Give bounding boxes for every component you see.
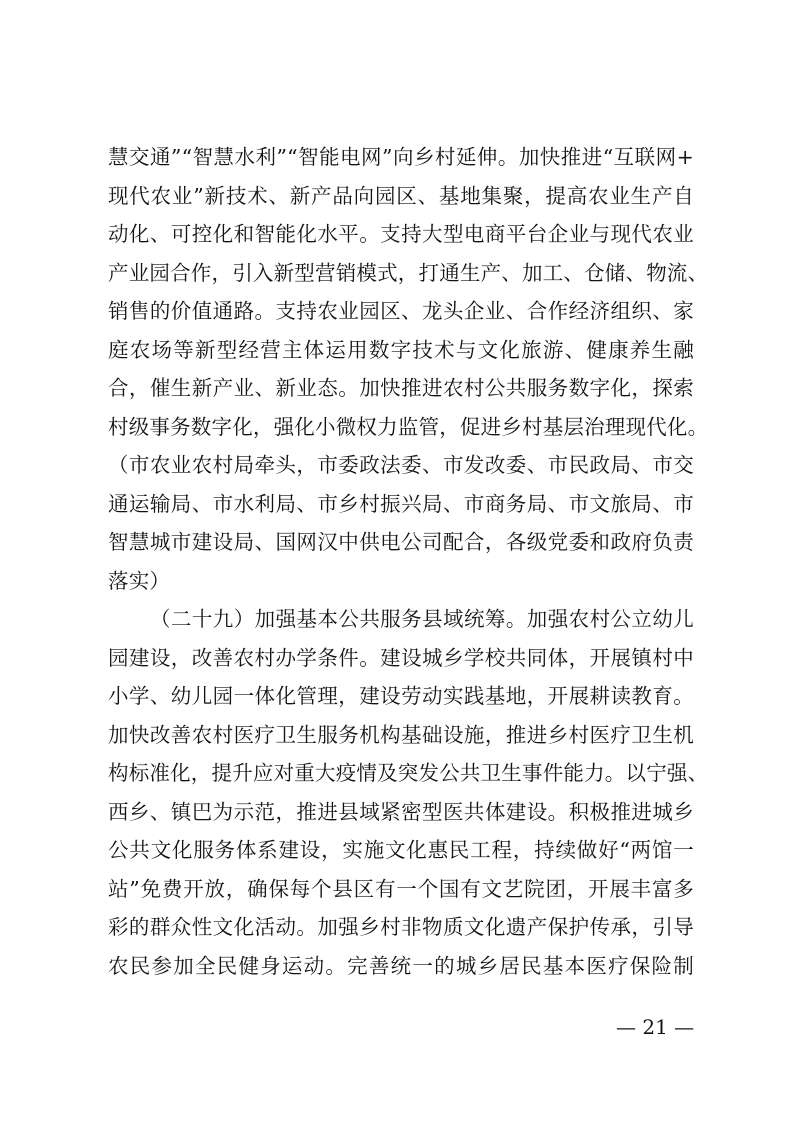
text-line: 现代农业”新技术、新产品向园区、基地集聚，提高农业生产自 [108,183,694,208]
document-body [108,138,709,985]
text-line: 西乡、镇巴为示范，推进县域紧密型医共体建设。积极推进城乡 [108,799,694,824]
text-line: 农民参加全民健身运动。完善统一的城乡居民基本医疗保险制 [108,953,694,978]
text-line: （市农业农村局牵头，市委政法委、市发改委、市民政局、市交 [108,453,694,477]
text-line: 加快改善农村医疗卫生服务机构基础设施，推进乡村医疗卫生机 [108,722,694,747]
text-line: 园建设，改善农村办学条件。建设城乡学校共同体，开展镇村中 [108,645,694,670]
text-line: 构标准化，提升应对重大疫情及突发公共卫生事件能力。以宁强、 [108,761,709,785]
text-line: 小学、幼儿园一体化管理，建设劳动实践基地，开展耕读教育。 [108,684,694,708]
text-line: 合，催生新产业、新业态。加快推进农村公共服务数字化，探索 [108,376,694,400]
text-line: 站”免费开放，确保每个县区有一个国有文艺院团，开展丰富多 [108,876,694,901]
text-line: 销售的价值通路。支持农业园区、龙头企业、合作经济组织、家 [108,299,694,323]
text-line: 动化、可控化和智能化水平。支持大型电商平台企业与现代农业 [108,222,694,246]
text-line: 产业园合作，引入新型营销模式，打通生产、加工、仓储、物流、 [108,260,709,285]
text-line: 落实） [108,568,171,593]
text-line: 村级事务数字化，强化小微权力监管，促进乡村基层治理现代化。 [108,414,709,439]
section-heading-line: （二十九）加强基本公共服务县域统筹。加强农村公立幼儿 [150,607,694,631]
text-line: 智慧城市建设局、国网汉中供电公司配合，各级党委和政府负责 [108,530,694,554]
text-line: 庭农场等新型经营主体运用数字技术与文化旅游、健康养生融 [108,337,694,362]
text-line: 彩的群众性文化活动。加强乡村非物质文化遗产保护传承，引导 [108,915,694,939]
text-line: 慧交通”“智慧水利”“智能电网”向乡村延伸。加快推进“互联网+ [108,145,694,169]
text-line: 公共文化服务体系建设，实施文化惠民工程，持续做好“两馆一 [108,838,694,862]
page-number: — 21 — [616,1015,695,1039]
text-line: 通运输局、市水利局、市乡村振兴局、市商务局、市文旅局、市 [108,491,694,516]
